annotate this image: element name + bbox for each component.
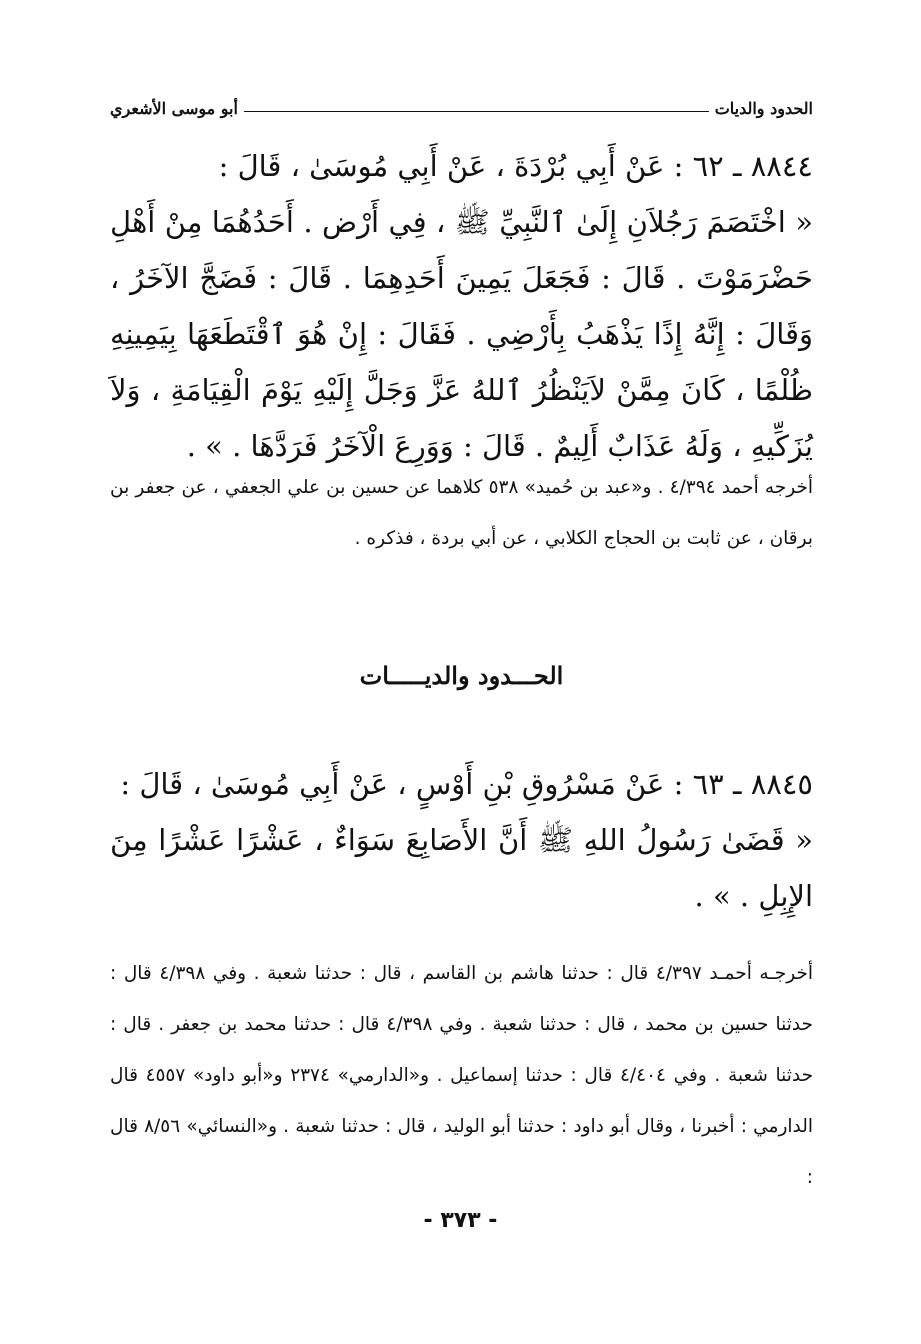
hadith-8845-sourcing-text: أخرجـه أحمـد ٤/٣٩٧ قال : حدثنا هاشم بن القاسم ، قال : حدثنا شعبة . وفي ٤/٣٩٨ قال : حدثنا حسين بن محمد ، قال : حدثنا شعبة . وفي ٤/٣٩٨ قال : حدثنا محمد بن جعفر . قال : حدثنا شعبة . وفي ٤/٤٠٤ قال : حدثنا إسماعيل . و«الدارمي» ٢٣٧٤ و«أبو داود» ٤٥٥٧ قال الدارمي : أخبرنا ، وقال أبو داود : حدثنا أبو الوليد ، قال : حدثنا شعبة . و«النسائي» ٨/٥٦ قال : [110,963,814,1188]
hadith-8845-intro: ٨٨٤٥ ـ ٦٣ : عَنْ مَسْرُوقِ بْنِ أَوْسٍ ، عَنْ أَبِي مُوسَىٰ ، قَالَ : [120,767,813,801]
hadith-8844 [110,138,813,474]
header-narrator: أبو موسى الأشعري [110,99,238,118]
header-section-title: الحدود والديات [714,99,813,118]
hadith-8845 [110,756,813,924]
hadith-8844-sourcing [110,462,813,564]
section-heading: الحـــدود والديـــــات [359,661,564,690]
hadith-8844-sourcing-text: أخرجه أحمد ٤/٣٩٤ . و«عبد بن حُميد» ٥٣٨ كلاهما عن حسين بن علي الجعفي ، عن جعفر بن برقان ، عن ثابت بن الحجاج الكلابي ، عن أبي بردة ، فذكره . [110,477,813,549]
running-header [110,94,813,118]
hadith-8844-text: « اخْتَصَمَ رَجُلاَنِ إِلَىٰ ٱلنَّبِيِّ ﷺ ، فِي أَرْض . أَحَدُهُمَا مِنْ أَهْلِ حَضْرَمَوْتَ . قَالَ : فَجَعَلَ يَمِينَ أَحَدِهِمَا . قَالَ : فَضَجَّ الآخَرُ ، وَقَالَ : إِنَّهُ إِذًا يَذْهَبُ بِأَرْضِي . فَقَالَ : إِنْ هُوَ ٱقْتَطَعَهَا بِيَمِينِهِ ظُلْمًا ، كَانَ مِمَّنْ لاَيَنْظُرُ ٱللهُ عَزَّ وَجَلَّ إِلَيْهِ يَوْمَ الْقِيَامَةِ ، وَلاَ يُزَكِّيهِ ، وَلَهُ عَذَابٌ أَلِيمٌ . قَالَ : وَوَرِعَ الْآخَرُ فَرَدَّهَا . » . [110,205,813,463]
hadith-8845-text: « قَضَىٰ رَسُولُ اللهِ ﷺ أَنَّ الأَصَابِعَ سَوَاءٌ ، عَشْرًا عَشْرًا مِنَ الإِبِلِ . » . [110,823,813,913]
page-number: - ٣٧٣ - [423,1208,498,1233]
header-rule [244,111,709,112]
hadith-8845-sourcing [110,948,813,1203]
hadith-8844-intro: ٨٨٤٤ ـ ٦٢ : عَنْ أَبِي بُرْدَةَ ، عَنْ أَبِي مُوسَىٰ ، قَالَ : [218,149,813,183]
